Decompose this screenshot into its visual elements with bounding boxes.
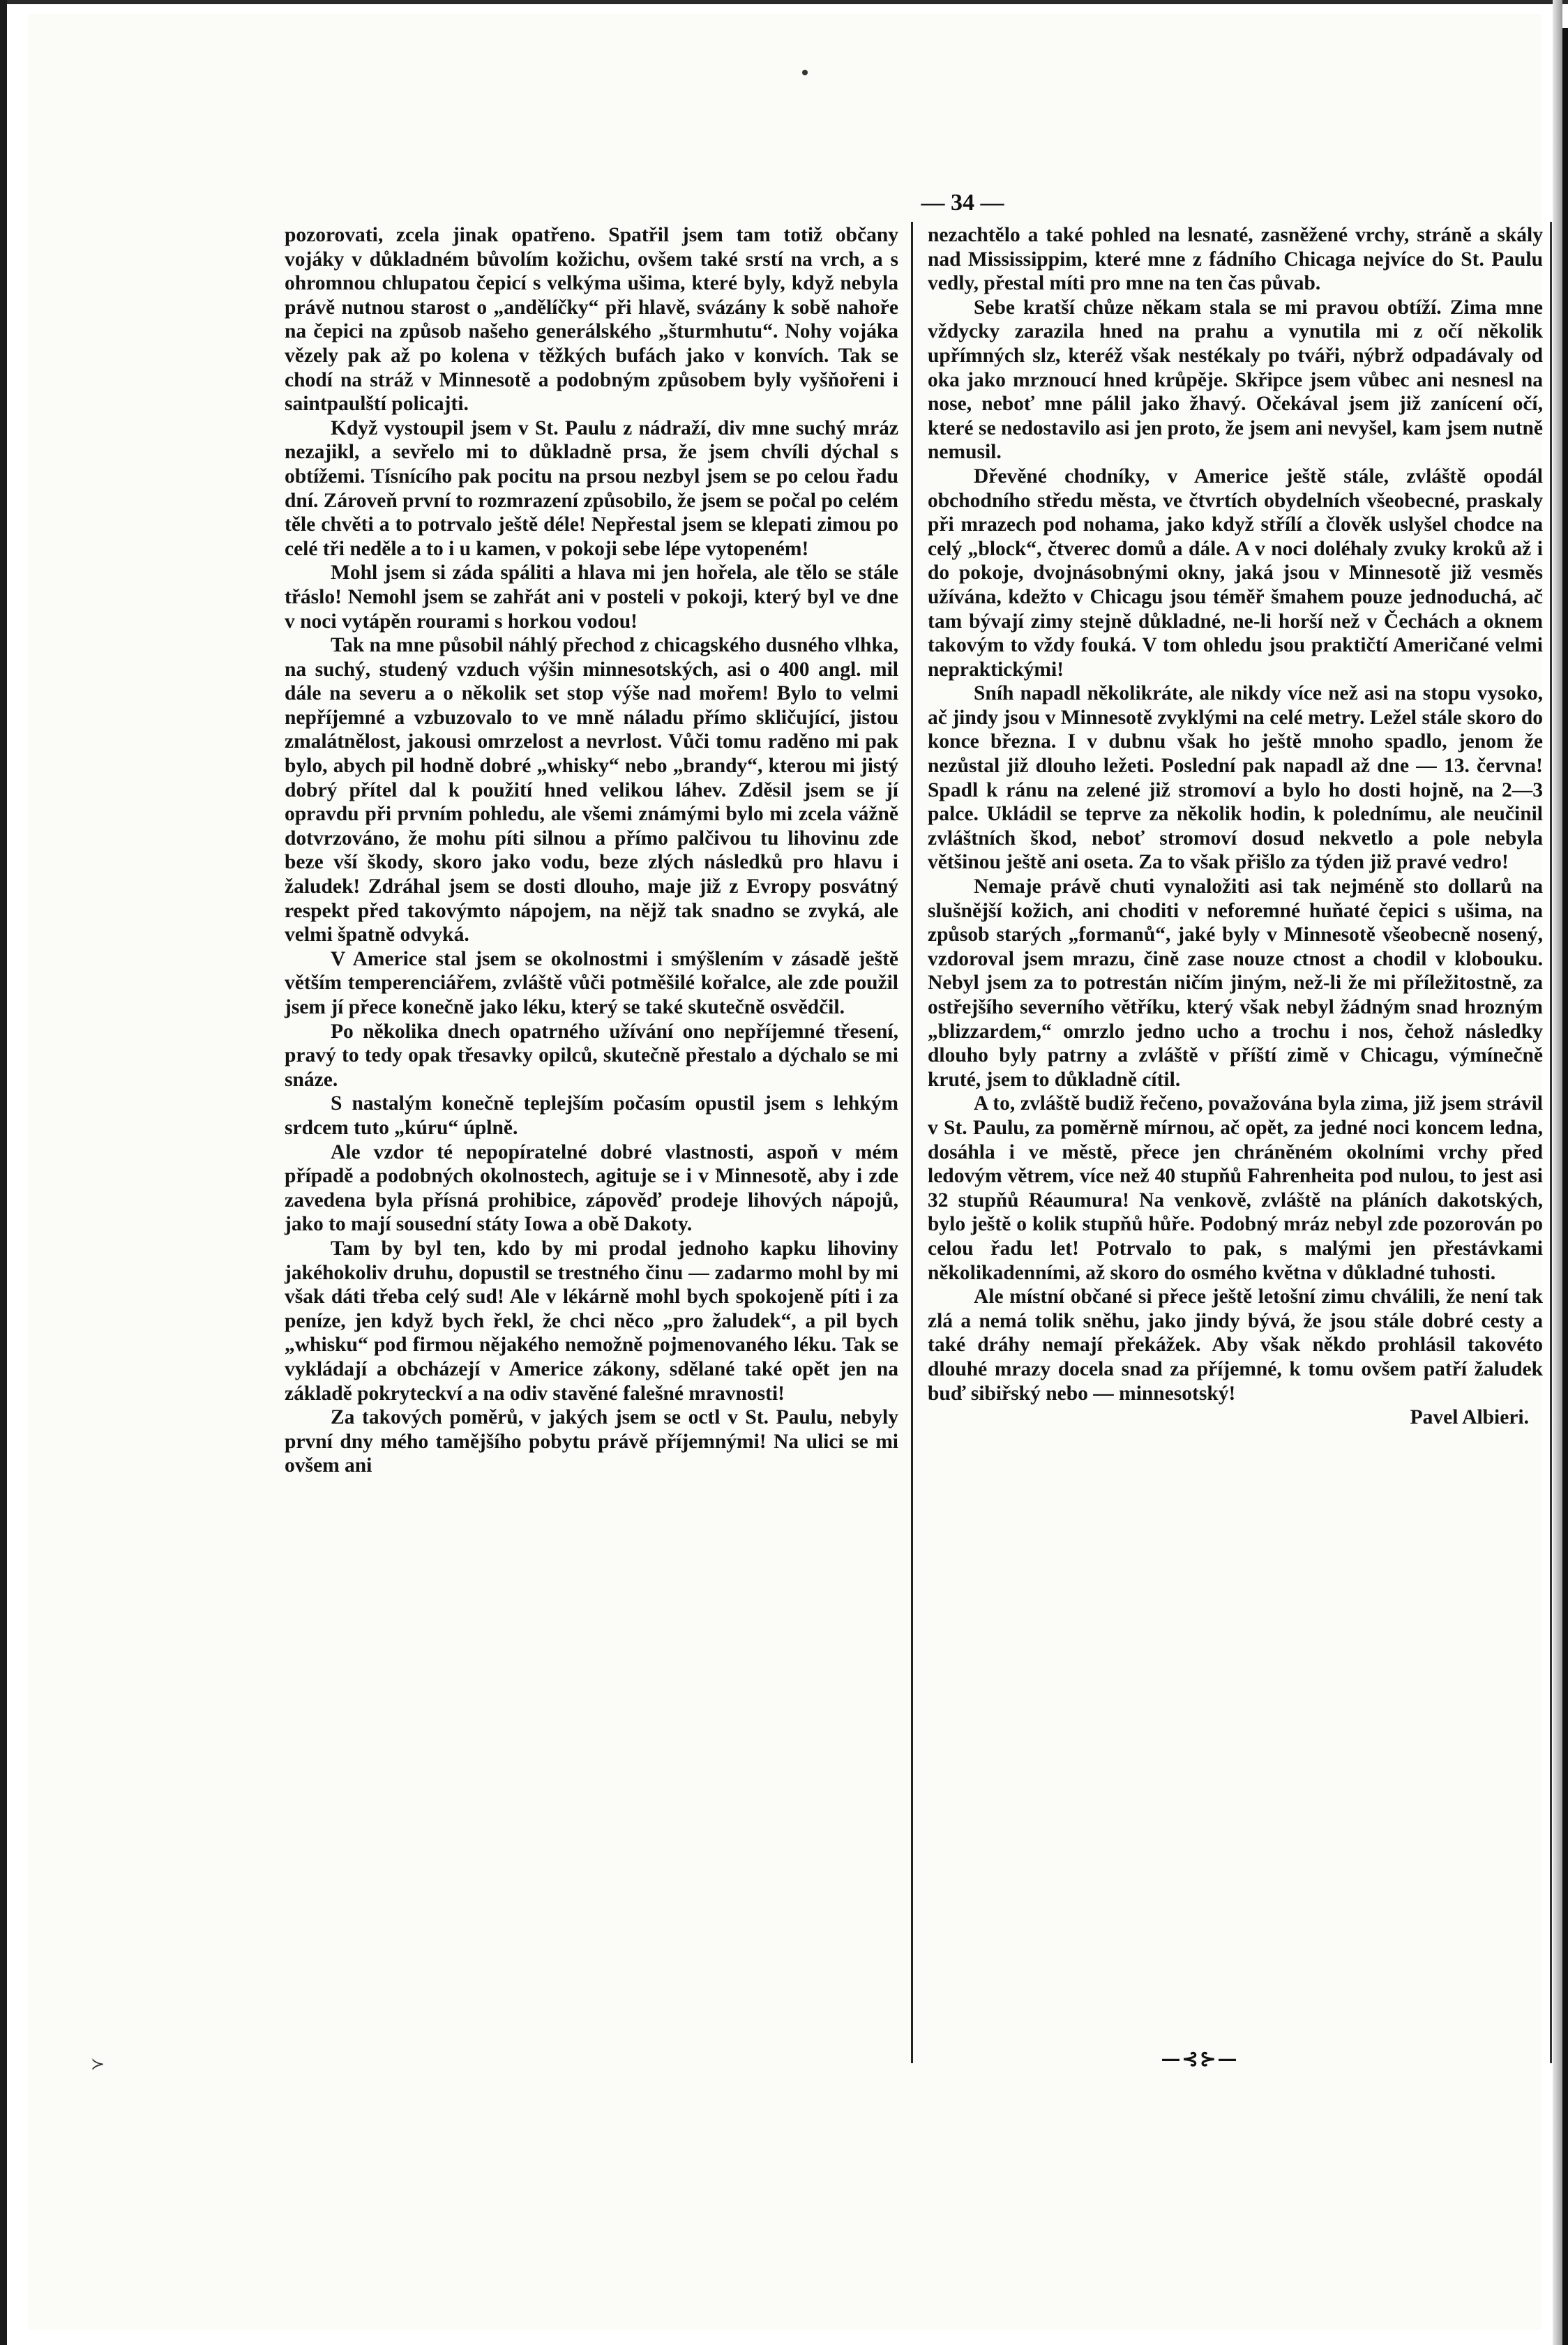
margin-mark: ≻: [91, 2054, 105, 2074]
right-text-column: [928, 223, 1543, 1430]
author-signature: Pavel Albieri.: [1410, 1406, 1529, 1429]
paragraph: Když vystoupil jsem v St. Paulu z nádraží, div mne suchý mráz nezajikl, a sevřelo mi to důkladně prsa, že jsem chvíli dýchal s obtížemi. Tísnícího pak pocitu na prsou nezbyl jsem se po celou řadu dní. Zároveň první to rozmrazení způsobilo, že jsem se počal po celém těle chvěti a to potrvalo ještě déle! Nepřestal jsem se klepati zimou po celé tři neděle a to i u kamen, v pokoji sebe lépe vytopeném!: [285, 416, 898, 560]
end-ornament: —⊰⊱—: [1161, 2047, 1239, 2070]
scan-shadow-right: [1553, 0, 1562, 2345]
paragraph: Ale vzdor té nepopíratelné dobré vlastnosti, aspoň v mém případě a podobných okolnostech, agituje se i v Minnesotě, aby i zde zavedena byla přísná prohibice, zápověď prodeje lihových nápojů, jako to mají sousední státy Iowa a obě Dakoty.: [285, 1140, 898, 1236]
scan-border-right: [1562, 28, 1568, 2345]
right-column-edge: [1550, 222, 1552, 2063]
paragraph: Tam by byl ten, kdo by mi prodal jednoho kapku lihoviny jakéhokoliv druhu, dopustil se trestného činu — zadarmo mohl by mi však dáti třeba celý sud! Ale v lékárně mohl bych spokojeně píti i za peníze, jen když bych řekl, že chci něco „pro žaludek“, a pil bych „whisku“ pod firmou nějakého nemožně pojmenovaného léku. Tak se vykládají a obcházejí v Americe zákony, sdělané také opět jen na základě pokryteckví a na odiv stavěné falešné mravnosti!: [285, 1237, 898, 1405]
page-number: — 34 —: [921, 190, 1004, 216]
paragraph: V Americe stal jsem se okolnostmi i smýšlením v zásadě ještě větším temperenciářem, zvláště vůči potměšilé kořalce, ale zde použil jsem jí přece konečně jako léku, který se také skutečně osvědčil.: [285, 947, 898, 1018]
paragraph: pozorovati, zcela jinak opatřeno. Spatřil jsem tam totiž občany vojáky v důkladném bůvolím kožichu, ovšem také srstí na vrch, a s ohromnou chlupatou čepicí s velkýma ušima, které byly, když nebyla právě nutnou starost o „andělíčky“ při hlavě, svázány k sobě nahoře na čepici na způsob našeho generálského „šturmhutu“. Nohy vojáka vězely pak až po kolena v těžkých bufách jako v konvích. Tak se chodí na stráž v Minnesotě a podobným způsobem byly vyšňořeni i saintpaulští policajti.: [285, 224, 898, 416]
paragraph: Za takových poměrů, v jakých jsem se octl v St. Paulu, nebyly první dny mého tamějšího pobytu právě příjemnými! Na ulici se mi ovšem ani: [285, 1406, 898, 1477]
paragraph: Sebe kratší chůze někam stala se mi pravou obtíží. Zima mne vždycky zarazila hned na prahu a vynutila mi z očí několik upřímných slz, kteréž však nestékaly po tváři, nýbrž odpadávaly od oka jako mrznoucí hned krůpěje. Skřipce jsem vůbec ani nesnesl na nose, neboť mne pálil jako žhavý. Očekával jsem již zanícení očí, které se nedostavilo asi jen proto, že jsem ani nevyšel, kam jsem nutně nemusil.: [928, 296, 1543, 464]
scan-border-top: [0, 0, 1568, 4]
scan-border-left: [0, 0, 7, 2345]
paragraph: A to, zvláště budiž řečeno, považována byla zima, již jsem strávil v St. Paulu, za poměrně mírnou, ač opět, za jedné noci koncem ledna, dosáhla i ve městě, přece jen chráněném okolními vrchy před ledovým větrem, více než 40 stupňů Fahrenheita pod nulou, to jest asi 32 stupňů Réaumura! Na venkově, zvláště na pláních dakotských, bylo ještě o kolik stupňů hůře. Podobný mráz nebyl zde pozorován po celou řadu let! Potrvalo to pak, s malými jen přestávkami několikadenními, až skoro do osmého května v důkladné tuhosti.: [928, 1092, 1543, 1284]
paragraph: Nemaje právě chuti vynaložiti asi tak nejméně sto dollarů na slušnější kožich, ani choditi v neforemné huňaté čepici s ušima, na způsob starých „formanů“, jaké byly v Minnesotě všeobecně nosený, vzdoroval jsem mrazu, čině zase nouze ctnost a chodil v klobouku. Nebyl jsem za to potrestán ničím jiným, než-li že mi příležitostně, za ostřejšího severního větříku, který však nebyl žádným snad hrozným „blizzardem,“ omrzlo jedno ucho a trochu i nos, čehož následky dlouho byly patrny a zvláště v příští zimě v Chicagu, výmínečně kruté, jsem to důkladně cítil.: [928, 875, 1543, 1091]
paragraph: Mohl jsem si záda spáliti a hlava mi jen hořela, ale tělo se stále třáslo! Nemohl jsem se zahřát ani v posteli v pokoji, který byl ve dne v noci vytápěn rourami s horkou vodou!: [285, 561, 898, 633]
paragraph: Ale místní občané si přece ještě letošní zimu chválili, že není tak zlá a nemá tolik sněhu, jako jindy bývá, že jsou stále dobré cesty a také dráhy nemají překážek. Aby však někdo prohlásil takovéto dlouhé mrazy docela snad za příjemné, k tomu ovšem patří žaludek buď sibiřský nebo — minnesotský!: [928, 1285, 1543, 1405]
left-text-column: [285, 223, 898, 1478]
paragraph: Po několika dnech opatrného užívání ono nepříjemné třesení, pravý to tedy opak třesavky opilců, skutečně přestalo a dýchalo se mi snáze.: [285, 1020, 898, 1091]
column-divider: [911, 222, 913, 2063]
paragraph: Sníh napadl několikráte, ale nikdy více než asi na stopu vysoko, ač jindy jsou v Minnesotě zvyklými na celé metry. Ležel stále skoro do konce března. I v dubnu však ho ještě mnoho spadlo, jenom že nezůstal již dlouho ležeti. Poslední pak napadl až dne — 13. června! Spadl k ránu na zelené již stromoví a bylo ho dosti hojně, na 2—3 palce. Ukládil se teprve za několik hodin, k polednímu, ale neučinil zvláštních škod, neboť stromoví dosud nekvetlo a pole nebyla většinou ještě ani oseta. Za to však přišlo za týden již pravé vedro!: [928, 682, 1543, 874]
paragraph: nezachtělo a také pohled na lesnaté, zasněžené vrchy, stráně a skály nad Mississippim, které mne z fádního Chicaga nejvíce do St. Paulu vedly, přestal míti pro mne na ten čas půvab.: [928, 224, 1543, 295]
paper-speck: [802, 70, 808, 75]
paragraph: Tak na mne působil náhlý přechod z chicagského dusného vlhka, na suchý, studený vzduch výšin minnesotských, asi o 400 angl. mil dále na severu a o několik set stop výše nad mořem! Bylo to velmi nepříjemné a vzbuzovalo to ve mně náladu přímo skličující, jistou zmalátnělost, jakousi omrzelost a nevrlost. Vůči tomu raděno mi pak bylo, abych pil hodně dobré „whisky“ nebo „brandy“, kterou mi jistý dobrý přítel dal k použití hned velikou láhev. Zděsil jsem se jí opravdu při prvním pohledu, ale všemi známými bylo mi zcela vážně dotvrzováno, že mohu píti silnou a přímo palčivou tu lihovinu zde beze vší škody, skoro jako vodu, beze zlých následků pro hlavu i žaludek! Zdráhal jsem se dosti dlouho, maje již z Evropy posvátný respekt před takovýmto nápojem, na nějž tak snadno se zvyká, ale velmi špatně odvyká.: [285, 634, 898, 947]
paragraph: S nastalým konečně teplejším počasím opustil jsem s lehkým srdcem tuto „kúru“ úplně.: [285, 1092, 898, 1139]
paragraph: Dřevěné chodníky, v Americe ještě stále, zvláště opodál obchodního středu města, ve čtvrtích obydelních všeobecné, praskaly při mrazech pod nohama, jako když střílí a člověk uslyšel chodce na celý „block“, čtverec domů a dále. A v noci doléhaly zvuky kroků až i do pokoje, dvojnásobnými okny, jaká jsou v Minnesotě již vesměs užívána, kdežto v Chicagu jsou téměř šmahem pouze jednoduchá, ač tam bývají zimy stejně důkladné, ne-li horší než v Čechách a oknem takovým to vždy fouká. V tom ohledu jsou praktičtí Američané velmi nepraktickými!: [928, 465, 1543, 681]
